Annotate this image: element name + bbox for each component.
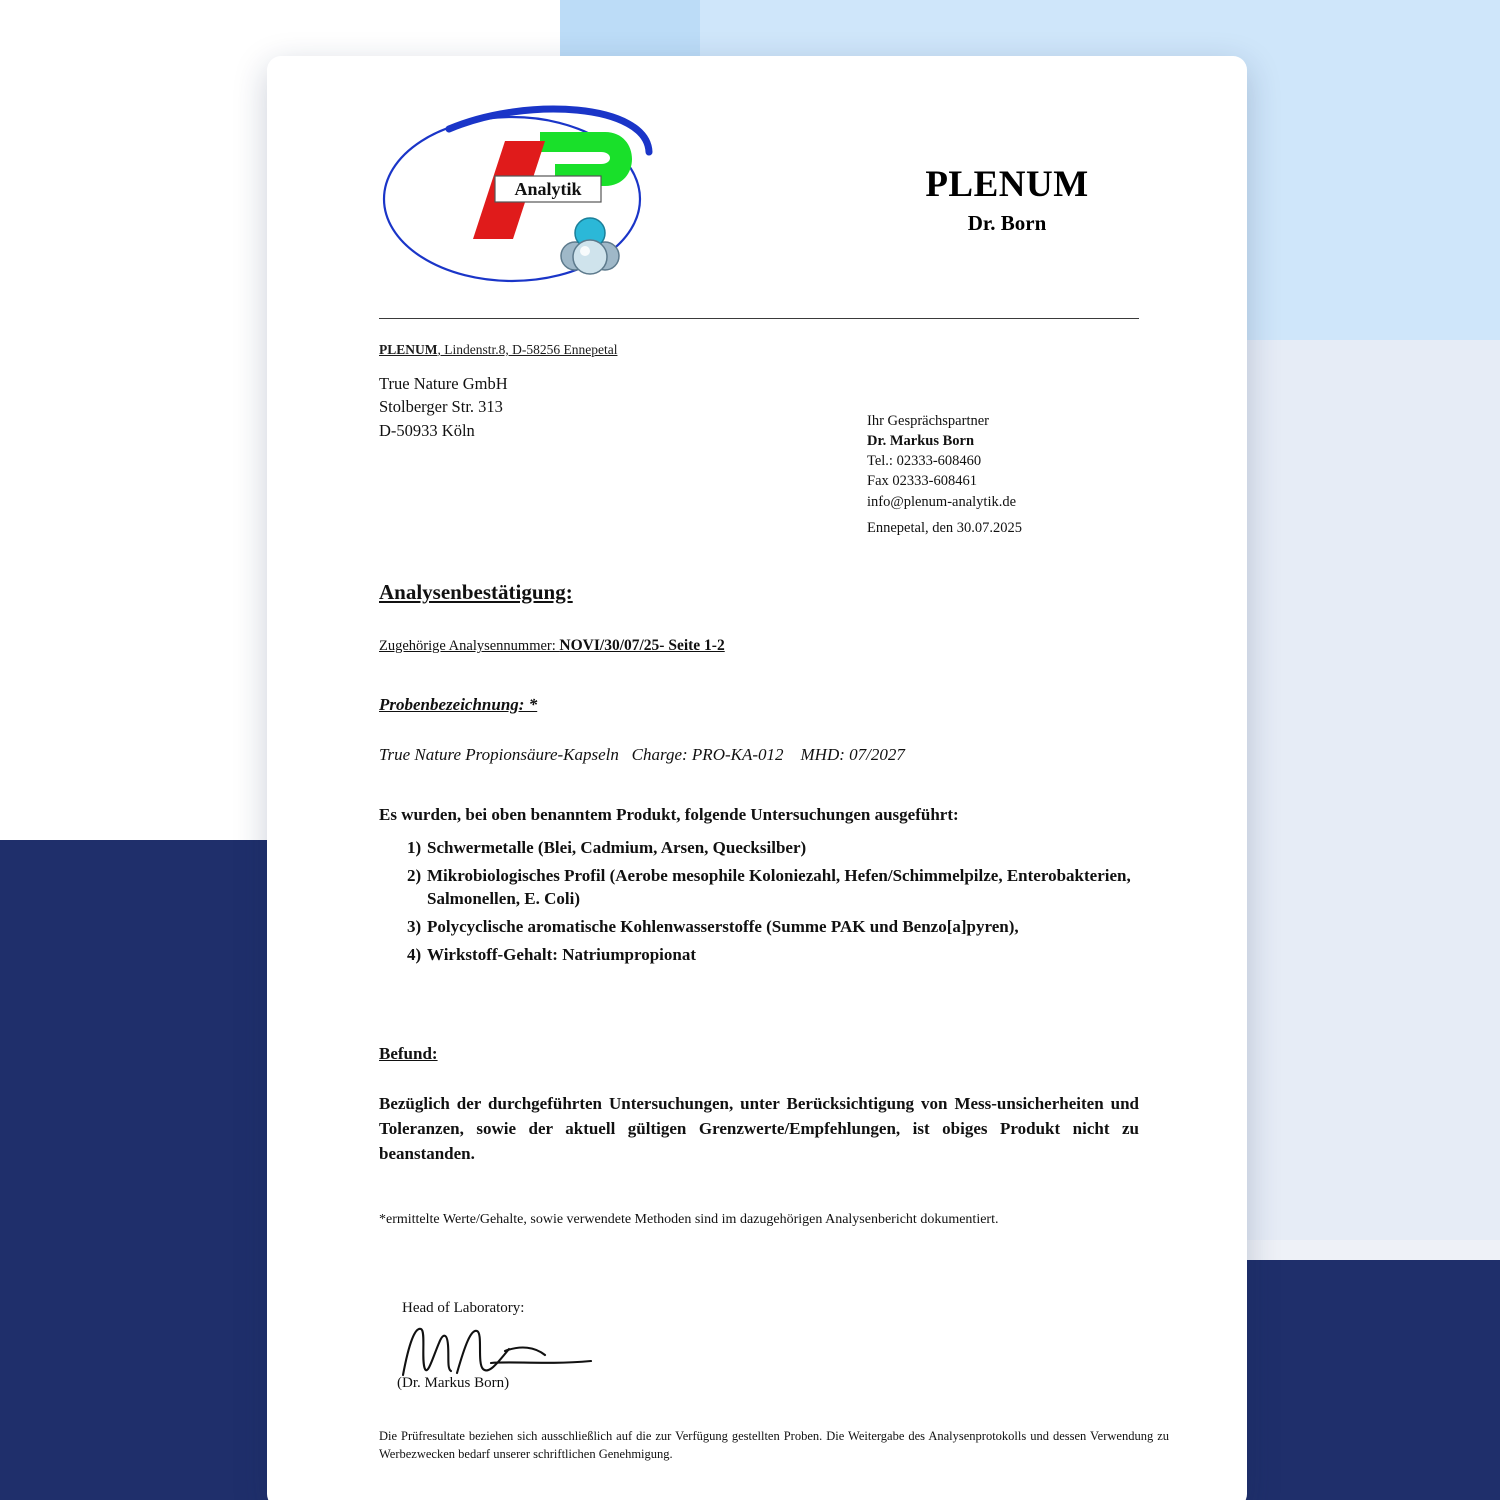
tests-intro: Es wurden, bei oben benanntem Produkt, folgende Untersuchungen ausgeführt:	[379, 805, 959, 824]
disclaimer-text: Die Prüfresultate beziehen sich ausschließlich auf die zur Verfügung gestellten Proben. Die Weitergabe des Analysenprotokolls und dessen Verwendung zu Werbezwecken bedarf unserer schriftlichen Genehmigung.	[379, 1429, 1169, 1461]
list-item-label: Wirkstoff-Gehalt: Natriumpropionat	[427, 944, 697, 964]
sample-label: Probenbezeichnung: *	[379, 695, 538, 714]
brand-block	[827, 166, 1187, 236]
finding-label: Befund:	[379, 1044, 438, 1063]
contact-label: Ihr Gesprächspartner	[867, 413, 989, 429]
plenum-logo-icon	[377, 94, 667, 304]
contact-fax: Fax 02333-608461	[867, 473, 977, 490]
list-item-number: 2)	[407, 865, 422, 885]
analysis-number	[379, 637, 725, 655]
list-item	[379, 865, 1169, 911]
document-title: Analysenbestätigung:	[379, 580, 573, 604]
contact-block	[867, 411, 1016, 512]
sender-address-rest: , Lindenstr.8, D-58256 Ennepetal	[437, 342, 618, 357]
list-item-label: Polycyclische aromatische Kohlenwasserstoffe (Summe PAK und Benzo[a]pyren),	[427, 916, 1019, 936]
brand-subtitle: Dr. Born	[967, 210, 1047, 235]
sender-company: PLENUM	[379, 342, 438, 357]
recipient-line-1: True Nature GmbH	[379, 374, 508, 393]
brand-name: PLENUM	[925, 164, 1089, 205]
sample-value: True Nature Propionsäure-Kapseln Charge: PRO-KA-012 MHD: 07/2027	[379, 745, 905, 764]
contact-name: Dr. Markus Born	[867, 433, 975, 450]
list-item-number: 4)	[407, 944, 422, 964]
sender-address-line	[379, 342, 617, 358]
tests-list	[379, 832, 1169, 967]
signature-name: (Dr. Markus Born)	[397, 1375, 510, 1391]
header-divider	[379, 318, 1139, 319]
svg-text:Analytik: Analytik	[514, 179, 582, 199]
list-item-number: 3)	[407, 916, 422, 936]
list-item-number: 1)	[407, 838, 422, 857]
contact-email: info@plenum-analytik.de	[867, 493, 1017, 510]
recipient-line-2: Stolberger Str. 313	[379, 397, 503, 417]
list-item	[379, 944, 1169, 967]
finding-text: Bezüglich der durchgeführten Untersuchungen, unter Berücksichtigung von Mess-unsicherheiten und Toleranzen, sowie der aktuell gültigen Grenzwerte/Empfehlungen, ist obiges Produkt nicht zu beanstanden.	[379, 1094, 1139, 1163]
list-item-label: Schwermetalle (Blei, Cadmium, Arsen, Quecksilber)	[427, 838, 807, 857]
letterhead	[267, 56, 1247, 311]
recipient-address	[379, 372, 508, 442]
list-item	[379, 916, 1169, 939]
analysis-number-label: Zugehörige Analysennummer:	[379, 638, 560, 654]
list-item-label: Mikrobiologisches Profil (Aerobe mesophile Koloniezahl, Hefen/Schimmelpilze, Enterobakterien, Salmonellen, E. Coli)	[427, 865, 1131, 908]
document-page	[267, 56, 1247, 1500]
place-and-date: Ennepetal, den 30.07.2025	[867, 520, 1023, 536]
signature-label: Head of Laboratory:	[402, 1300, 525, 1316]
footnote-text: *ermittelte Werte/Gehalte, sowie verwendete Methoden sind im dazugehörigen Analysenbericht dokumentiert.	[379, 1212, 999, 1227]
list-item	[379, 837, 1169, 860]
contact-tel: Tel.: 02333-608460	[867, 453, 982, 470]
analysis-number-value: NOVI/30/07/25- Seite 1-2	[559, 637, 725, 654]
recipient-line-3: D-50933 Köln	[379, 420, 475, 440]
